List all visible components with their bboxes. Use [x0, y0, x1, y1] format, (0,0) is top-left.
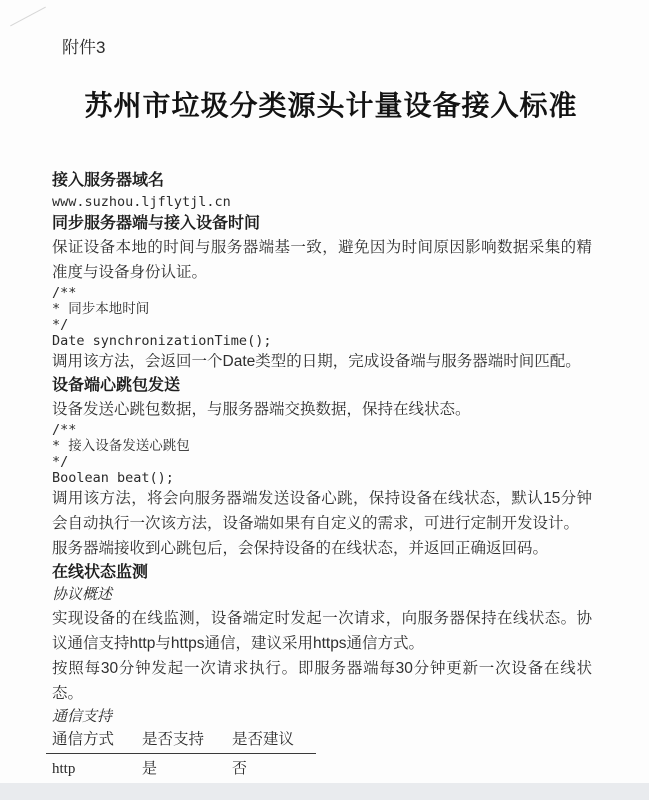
heartbeat-code-comment-open: /**	[52, 422, 77, 438]
comm-table-header-recommended: 是否建议	[226, 730, 316, 754]
subheading-protocol-overview: 协议概述	[52, 586, 113, 603]
attachment-label: 附件3	[62, 38, 106, 57]
server-domain-value: www.suzhou.ljflytjl.cn	[52, 194, 231, 210]
comm-support-table	[46, 730, 316, 781]
comm-table-header-supported: 是否支持	[136, 730, 226, 754]
heartbeat-intro: 设备发送心跳包数据，与服务器端交换数据，保持在线状态。	[52, 401, 471, 418]
comm-table-row-http	[46, 754, 316, 782]
time-sync-code-comment-body: * 同步本地时间	[52, 301, 150, 317]
scan-bottom-edge	[0, 783, 649, 800]
heartbeat-code-method: Boolean beat();	[52, 470, 174, 486]
comm-table-cell-method: http	[52, 761, 76, 777]
time-sync-code-method: Date synchronizationTime();	[52, 333, 272, 349]
time-sync-code-comment-close: */	[52, 317, 69, 333]
heartbeat-code-comment-body: * 接入设备发送心跳包	[52, 438, 190, 454]
online-status-protocol-body: 实现设备的在线监测，设备端定时发起一次请求，向服务器保持在线状态。协议通信支持http与https通信，建议采用https通信方式。	[52, 610, 592, 652]
online-status-interval-body: 按照每30分钟发起一次请求执行。即服务器端每30分钟更新一次设备在线状态。	[52, 660, 592, 702]
heartbeat-code-comment-close: */	[52, 454, 69, 470]
heading-online-status: 在线状态监测	[52, 564, 149, 581]
heading-time-sync: 同步服务器端与接入设备时间	[52, 215, 261, 232]
comm-table-header-method: 通信方式	[46, 730, 136, 754]
time-sync-code-comment-open: /**	[52, 285, 77, 301]
comm-table-header-row	[46, 730, 316, 754]
heading-heartbeat: 设备端心跳包发送	[52, 377, 181, 394]
heading-server-domain: 接入服务器域名	[52, 172, 165, 189]
time-sync-intro: 保证设备本地的时间与服务器端基一致，避免因为时间原因影响数据采集的精准度与设备身份认证。	[52, 239, 592, 281]
heartbeat-server-note: 服务器端接收到心跳包后，会保持设备的在线状态，并返回正确返回码。	[52, 540, 549, 557]
document-content	[52, 169, 592, 800]
document-title: 苏州市垃圾分类源头计量设备接入标准	[84, 91, 578, 122]
time-sync-explain: 调用该方法，会返回一个Date类型的日期，完成设备端与服务器端时间匹配。	[52, 353, 581, 370]
comm-table-cell-recommended: 否	[232, 760, 248, 777]
comm-table-cell-supported: 是	[142, 760, 158, 777]
subheading-comm-support: 通信支持	[52, 708, 113, 725]
heartbeat-explain: 调用该方法，将会向服务器端发送设备心跳，保持设备在线状态，默认15分钟会自动执行一次该方法，设备端如果有自定义的需求，可进行定制开发设计。	[52, 490, 592, 532]
